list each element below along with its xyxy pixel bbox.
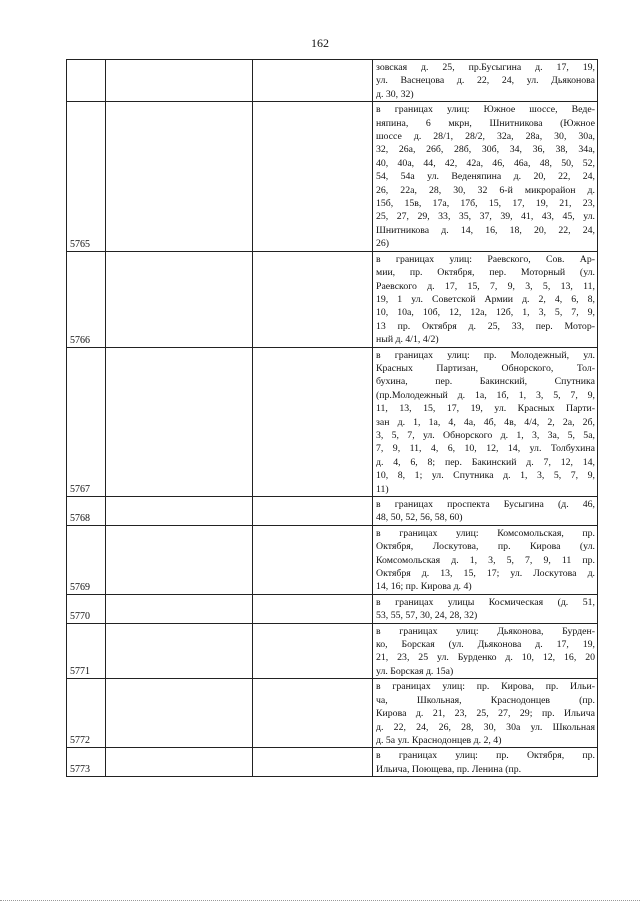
boundary-description-line: в границах улиц: пр. Молодежный, ул. bbox=[376, 349, 595, 361]
boundary-description-line: 3, 5, 7, ул. Обнорского д. 1, 3, 3а, 5, 5а, bbox=[376, 429, 595, 441]
boundary-description-line: Красных Партизан, Обнорского, Тол- bbox=[376, 362, 595, 374]
empty-cell bbox=[253, 594, 373, 623]
station-number: 5773 bbox=[70, 764, 90, 776]
empty-cell bbox=[253, 497, 373, 526]
empty-cell bbox=[253, 251, 373, 347]
boundary-description-line: 25, 27, 29, 33, 35, 37, 39, 41, 43, 45, ул. bbox=[376, 211, 595, 223]
station-number: 5771 bbox=[70, 666, 90, 678]
boundary-description-line: д. 22, 24, 26, 28, 30, 30а ул. Школьная bbox=[376, 721, 595, 733]
boundary-description-line: 10, 8, 1; ул. Спутника д. 1, 3, 5, 7, 9, bbox=[376, 470, 595, 482]
boundary-description-cell bbox=[373, 748, 598, 777]
boundary-description-line: 48, 50, 52, 56, 58, 60) bbox=[376, 512, 463, 524]
boundary-description-line: 53, 55, 57, 30, 24, 28, 32) bbox=[376, 610, 478, 622]
station-number-cell bbox=[67, 347, 106, 496]
station-number: 5766 bbox=[70, 334, 90, 346]
table-row bbox=[67, 347, 598, 496]
boundary-description-line: в границах улиц: Комсомольская, пр. bbox=[376, 527, 595, 539]
boundary-description-line: 11) bbox=[376, 483, 389, 495]
empty-cell bbox=[106, 679, 253, 748]
boundary-description-line: 21, 23, 25 ул. Бурденко д. 10, 12, 16, 20 bbox=[376, 652, 595, 664]
empty-cell bbox=[106, 623, 253, 679]
boundary-description-line: Ильича, Поющева, пр. Ленина (пр. bbox=[376, 763, 522, 775]
boundary-description-cell bbox=[373, 497, 598, 526]
station-number-cell bbox=[67, 679, 106, 748]
station-number-cell bbox=[67, 251, 106, 347]
station-number-cell bbox=[67, 102, 106, 251]
table-row bbox=[67, 497, 598, 526]
empty-cell bbox=[106, 102, 253, 251]
empty-cell bbox=[253, 748, 373, 777]
empty-cell bbox=[106, 525, 253, 594]
empty-cell bbox=[106, 497, 253, 526]
boundary-description-line: 19, 1 ул. Советской Армии д. 2, 4, 6, 8, bbox=[376, 293, 595, 305]
boundary-description-line: 54, 54а ул. Веденяпина д. 20, 22, 24, bbox=[376, 171, 595, 183]
station-number: 5772 bbox=[70, 735, 90, 747]
empty-cell bbox=[253, 623, 373, 679]
boundary-description-line: бухина, пер. Бакинский, Спутника bbox=[376, 376, 595, 388]
boundary-description-line: ул. Борская д. 15а) bbox=[376, 665, 454, 677]
empty-cell bbox=[253, 102, 373, 251]
boundary-description-cell bbox=[373, 60, 598, 102]
boundary-description-line: 11, 13, 15, 17, 19, ул. Красных Парти- bbox=[376, 403, 595, 415]
boundary-description-line: ный д. 4/1, 4/2) bbox=[376, 334, 439, 346]
boundary-description-line: (пр.Молодежный д. 1а, 1б, 1, 3, 5, 7, 9, bbox=[376, 389, 595, 401]
table-row bbox=[67, 748, 598, 777]
boundary-description-cell bbox=[373, 102, 598, 251]
station-number: 5768 bbox=[70, 512, 90, 524]
table-row bbox=[67, 679, 598, 748]
boundary-description-line: в границах улиц: Дьяконова, Бурден- bbox=[376, 625, 595, 637]
empty-cell bbox=[253, 679, 373, 748]
empty-cell bbox=[106, 60, 253, 102]
station-number: 5765 bbox=[70, 238, 90, 250]
boundary-description-cell bbox=[373, 679, 598, 748]
boundary-description-line: в границах улиц: пр. Октября, пр. bbox=[376, 750, 595, 762]
boundary-description-cell bbox=[373, 251, 598, 347]
boundary-description-line: в границах улиц: Южное шоссе, Веде- bbox=[376, 104, 595, 116]
station-number-cell bbox=[67, 594, 106, 623]
boundary-description-line: 32, 26а, 26б, 28б, 30б, 34, 36, 38, 34а, bbox=[376, 144, 595, 156]
boundary-description-line: шоссе д. 28/1, 28/2, 32а, 28а, 30, 30а, bbox=[376, 131, 595, 143]
table-row bbox=[67, 525, 598, 594]
boundary-description-cell bbox=[373, 525, 598, 594]
boundary-description-line: Октября д. 13, 15, 17; ул. Лоскутова д. bbox=[376, 568, 595, 580]
polling-station-table bbox=[66, 59, 598, 777]
table-row bbox=[67, 102, 598, 251]
empty-cell bbox=[106, 748, 253, 777]
boundary-description-line: 40, 40а, 44, 42, 42а, 46, 46а, 48, 50, 52, bbox=[376, 157, 595, 169]
boundary-description-cell bbox=[373, 594, 598, 623]
boundary-description-line: 7, 9, 11, 4, 6, 10, 12, 14, ул. Толбухина bbox=[376, 443, 595, 455]
boundary-description-line: Комсомольская д. 1, 3, 5, 7, 9, 11 пр. bbox=[376, 554, 595, 566]
boundary-description-line: зан д. 1, 1а, 4, 4а, 4б, 4в, 4/4, 2, 2а, 2б, bbox=[376, 416, 595, 428]
boundary-description-line: 15б, 15в, 17а, 17б, 15, 17, 19, 21, 23, bbox=[376, 198, 595, 210]
boundary-description-cell bbox=[373, 623, 598, 679]
boundary-description-line: ча, Школьная, Краснодонцев (пр. bbox=[376, 694, 595, 706]
table-body bbox=[67, 60, 598, 777]
boundary-description-line: Октября, Лоскутова, пр. Кирова (ул. bbox=[376, 541, 595, 553]
boundary-description-line: мии, пр. Октября, пер. Моторный (ул. bbox=[376, 267, 595, 279]
empty-cell bbox=[253, 60, 373, 102]
table-row bbox=[67, 594, 598, 623]
boundary-description-line: 26, 22а, 28, 30, 32 6-й микрорайон д. bbox=[376, 184, 595, 196]
station-number: 5767 bbox=[70, 484, 90, 495]
page-bottom-edge bbox=[0, 900, 640, 901]
boundary-description-line: д. 4, 6, 8; пер. Бакинский д. 7, 12, 14, bbox=[376, 456, 595, 468]
boundary-description-line: 14, 16; пр. Кирова д. 4) bbox=[376, 581, 472, 593]
station-number-cell bbox=[67, 60, 106, 102]
boundary-description-line: в границах проспекта Бусыгина (д. 46, bbox=[376, 499, 595, 510]
table-row bbox=[67, 623, 598, 679]
boundary-description-line: Кирова д. 21, 23, 25, 27, 29; пр. Ильича bbox=[376, 708, 595, 720]
station-number-cell bbox=[67, 525, 106, 594]
empty-cell bbox=[253, 347, 373, 496]
boundary-description-line: ко, Борская (ул. Дьяконова д. 17, 19, bbox=[376, 639, 595, 651]
empty-cell bbox=[106, 594, 253, 623]
empty-cell bbox=[106, 251, 253, 347]
table-row bbox=[67, 60, 598, 102]
boundary-description-line: в границах улиц: пр. Кирова, пр. Ильи- bbox=[376, 681, 595, 693]
station-number-cell bbox=[67, 748, 106, 777]
boundary-description-line: зовская д. 25, пр.Бусыгина д. 17, 19, bbox=[376, 62, 595, 73]
station-number: 5770 bbox=[70, 610, 90, 622]
boundary-description-line: д. 5а ул. Краснодонцев д. 2, 4) bbox=[376, 734, 502, 746]
boundary-description-line: Раевского д. 17, 15, 7, 9, 3, 5, 13, 11, bbox=[376, 280, 595, 292]
page-number: 162 bbox=[311, 36, 329, 50]
station-number: 5769 bbox=[70, 581, 90, 593]
boundary-description-line: 10, 10а, 10б, 12, 12а, 12б, 1, 3, 5, 7, 9, bbox=[376, 307, 595, 319]
boundary-description-line: няпина, 6 мкрн, Шнитникова (Южное bbox=[376, 117, 595, 129]
empty-cell bbox=[253, 525, 373, 594]
boundary-description-line: Шнитникова д. 14, 16, 18, 20, 22, 24, bbox=[376, 224, 595, 236]
table-row bbox=[67, 251, 598, 347]
boundary-description-line: 13 пр. Октября д. 25, 33, пер. Мотор- bbox=[376, 320, 595, 332]
boundary-description-line: 26) bbox=[376, 238, 390, 250]
station-number-cell bbox=[67, 497, 106, 526]
station-number-cell bbox=[67, 623, 106, 679]
boundary-description-cell bbox=[373, 347, 598, 496]
boundary-description-line: ул. Васнецова д. 22, 24, ул. Дьяконова bbox=[376, 75, 595, 87]
boundary-description-line: в границах улицы Космическая (д. 51, bbox=[376, 596, 595, 608]
boundary-description-line: д. 30, 32) bbox=[376, 88, 414, 100]
boundary-description-line: в границах улиц: Раевского, Сов. Ар- bbox=[376, 253, 595, 265]
empty-cell bbox=[106, 347, 253, 496]
